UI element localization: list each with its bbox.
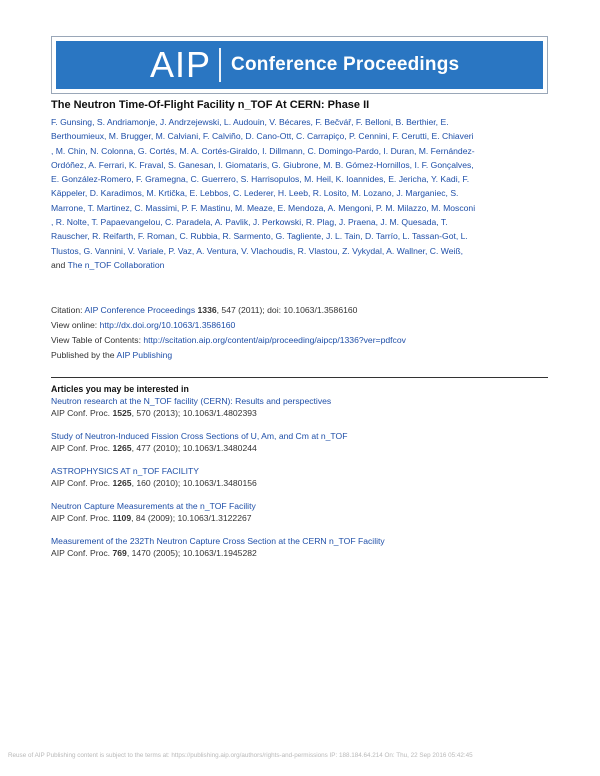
toc-link[interactable]: http://scitation.aip.org/content/aip/proceeding/aipcp/1336?ver=pdfcov [143,335,406,345]
published-label: Published by the [51,350,117,360]
related-article [51,395,551,419]
author-line[interactable]: Tlustos, G. Vannini, V. Variale, P. Vaz, A. Ventura, V. Vlachoudis, R. Vlastou, Z. Vykydal, A. Wallner, C. Weiß, [51,245,464,256]
section-divider [51,377,548,378]
doi-link[interactable]: http://dx.doi.org/10.1063/1.3586160 [99,320,236,330]
author-line[interactable]: , R. Nolte, T. Papaevangelou, C. Paradela, A. Pavlik, J. Perkowski, R. Plag, J. Praena, J. M. Quesada, T. [51,217,448,228]
toc-line [51,334,571,346]
related-article [51,465,551,489]
author-line[interactable]: F. Gunsing, S. Andriamonje, J. Andrzejewski, L. Audouin, V. Bécares, F. Bečvář, F. Belloni, B. Berthier, E. [51,117,449,127]
citation-line [51,304,571,316]
citation-rest: , 547 (2011); doi: 10.1063/1.3586160 [216,305,358,315]
author-line[interactable]: Berthoumieux, M. Brugger, M. Calviani, F. Calviño, D. Cano-Ott, C. Carrapiço, P. Cennini, F. Cerutti, E. Chiaveri [51,131,474,142]
publisher-link[interactable]: AIP Publishing [116,350,173,360]
related-article-ref: AIP Conf. Proc. 1265, 160 (2010); 10.1063/1.3480156 [51,478,257,488]
citation-label: Citation: [51,305,85,315]
related-article-title[interactable]: Neutron Capture Measurements at the n_TOF Facility [51,501,256,511]
related-article [51,430,551,454]
published-line [51,349,571,361]
author-line[interactable]: Rauscher, R. Reifarth, F. Roman, C. Rubbia, R. Sarmento, G. Tagliente, J. L. Tain, D. Tarrío, L. Tassan-Got, L. [51,231,468,242]
journal-link[interactable]: AIP Conference Proceedings [84,305,196,315]
author-line[interactable]: Ordóñez, A. Ferrari, K. Fraval, S. Ganesan, I. Giomataris, G. Giubrone, M. B. Gómez-Hornillos, I. F. Gonçalves, [51,159,474,170]
related-article-title[interactable]: Study of Neutron-Induced Fission Cross Sections of U, Am, and Cm at n_TOF [51,431,348,441]
and-word: and [51,259,68,270]
related-article-ref: AIP Conf. Proc. 1525, 570 (2013); 10.1063/1.4802393 [51,408,257,418]
author-line-last [51,258,551,272]
view-online-line [51,319,571,331]
author-list [51,115,551,272]
author-line[interactable]: Käppeler, D. Karadimos, M. Krtička, E. Lebbos, C. Lederer, H. Leeb, R. Losito, M. Lozano, J. Marganiec, S. [51,188,459,199]
aip-banner [51,36,548,94]
related-article [51,535,551,559]
related-article-ref: AIP Conf. Proc. 1109, 84 (2009); 10.1063/1.3122267 [51,513,252,523]
related-article-ref: AIP Conf. Proc. 769, 1470 (2005); 10.1063/1.1945282 [51,548,257,558]
conference-proceedings-text: Conference Proceedings [231,54,460,75]
author-line[interactable]: , M. Chin, N. Colonna, G. Cortés, M. A. Cortés-Giraldo, I. Dillmann, C. Domingo-Pardo, I. Duran, M. Fernández- [51,145,475,156]
author-line[interactable]: Marrone, T. Martinez, C. Massimi, P. F. Mastinu, M. Meaze, E. Mendoza, A. Mengoni, P. M. Milazzo, M. Mosconi [51,202,476,213]
article-title: The Neutron Time-Of-Flight Facility n_TOF At CERN: Phase II [51,99,370,111]
reuse-footer: Reuse of AIP Publishing content is subject to the terms at: https://publishing.aip.org/authors/rights-and-permissions IP: 188.184.64.214 On: Thu, 22 Sep 2016 05:42:45 [8,752,473,759]
related-article [51,500,551,524]
author-line[interactable]: E. González-Romero, F. Gramegna, C. Guerrero, S. Harrisopulos, M. Heil, K. Ioannides, E. Jericha, Y. Kadi, F. [51,174,470,185]
collaboration-link[interactable]: The n_TOF Collaboration [67,259,165,270]
aip-logo-text: AIP [150,44,212,85]
view-online-label: View online: [51,320,100,330]
related-article-title[interactable]: Neutron research at the N_TOF facility (CERN): Results and perspectives [51,396,332,406]
banner-background [56,41,543,89]
toc-label: View Table of Contents: [51,335,144,345]
related-article-title[interactable]: Measurement of the 232Th Neutron Capture Cross Section at the CERN n_TOF Facility [51,536,385,546]
logo-divider [219,48,221,82]
related-article-ref: AIP Conf. Proc. 1265, 477 (2010); 10.1063/1.3480244 [51,443,257,453]
citation-volume: 1336 [197,305,217,315]
related-article-title[interactable]: ASTROPHYSICS AT n_TOF FACILITY [51,466,200,476]
related-heading: Articles you may be interested in [51,384,189,394]
